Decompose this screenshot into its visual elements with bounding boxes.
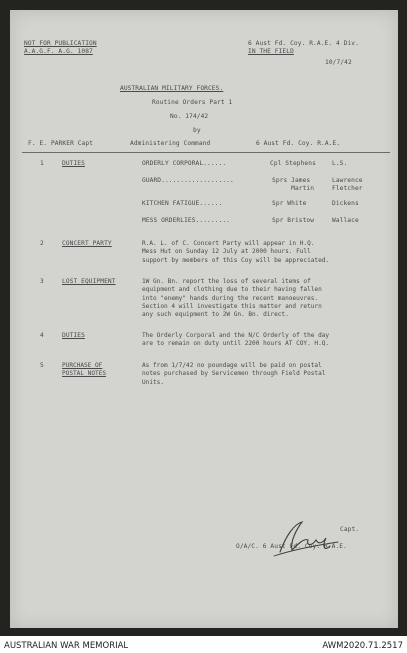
document-page bbox=[10, 10, 398, 628]
section-3-text: 1W Gn. Bn. report the loss of several items of equipment and clothing due to their having fallen into "enemy" hands during the recent manoeuvres. Section 4 will investigate this matter and return any such equipment to 2W Gn. Bn. direct. bbox=[142, 278, 322, 319]
force-title: AUSTRALIAN MILITARY FORCES. bbox=[120, 85, 224, 92]
archive-reference: AWM2020.71.2517 bbox=[322, 641, 403, 651]
section-5-heading: PURCHASE OF POSTAL NOTES bbox=[62, 362, 107, 378]
duty-row-mess-orderlies: MESS ORDERLIES......... bbox=[142, 217, 230, 224]
section-1-number: 1 bbox=[40, 160, 44, 167]
issuer-unit: 6 Aust Fd. Coy. R.A.E. bbox=[256, 140, 341, 147]
orders-title: Routine Orders Part 1 bbox=[152, 99, 233, 106]
duty-row-kitchen-fatigue-alt: Dickens bbox=[332, 200, 359, 207]
unit-line-1: 6 Aust Fd. Coy. R.A.E. 4 Div. bbox=[248, 40, 359, 47]
issuer-role: Administering Command bbox=[130, 140, 211, 147]
archive-name: AUSTRALIAN WAR MEMORIAL bbox=[4, 641, 129, 651]
restriction-line-1: NOT FOR PUBLICATION bbox=[24, 40, 97, 47]
duty-row-guard-person: Sprs James Martin bbox=[272, 177, 315, 192]
by-word: by bbox=[193, 127, 201, 134]
section-5-text: As from 1/7/42 no poundage will be paid on postal notes purchased by Servicemen through Field Postal Units. bbox=[142, 362, 326, 386]
section-2-heading: CONCERT PARTY bbox=[62, 240, 112, 247]
section-4-heading: DUTIES bbox=[62, 332, 85, 339]
section-5-number: 5 bbox=[40, 362, 44, 369]
duty-row-guard: GUARD................... bbox=[142, 177, 234, 184]
section-2-text: R.A. L. of C. Concert Party will appear in H.Q. Mess Hut on Sunday 12 July at 2000 hours. Full support by members of this Coy will be appreciated. bbox=[142, 240, 330, 264]
archive-footer bbox=[0, 636, 407, 653]
issuer-name: F. E. PARKER Capt bbox=[28, 140, 94, 147]
document-date: 10/7/42 bbox=[325, 59, 352, 66]
duty-row-guard-alt: Lawrence Fletcher bbox=[332, 177, 363, 192]
duty-row-orderly-corporal-alt: L.S. bbox=[332, 160, 348, 167]
duty-row-kitchen-fatigue: KITCHEN FATIGUE...... bbox=[142, 200, 223, 207]
section-2-number: 2 bbox=[40, 240, 44, 247]
section-3-number: 3 bbox=[40, 278, 44, 285]
header-rule bbox=[22, 152, 390, 153]
signature-block: O/A/C. 6 Aust Fd. Coy. R.A.E. bbox=[236, 543, 347, 550]
section-3-heading: LOST EQUIPMENT bbox=[62, 278, 116, 285]
restriction-line-2: A.A.G.F. A.G. 1087 bbox=[24, 48, 93, 55]
duty-row-orderly-corporal-person: Cpl Stephens bbox=[270, 160, 316, 167]
duty-row-kitchen-fatigue-person: Spr White bbox=[272, 200, 307, 207]
duty-row-mess-orderlies-alt: Wallace bbox=[332, 217, 359, 224]
duty-row-mess-orderlies-person: Spr Bristow bbox=[272, 217, 315, 224]
duty-row-orderly-corporal: ORDERLY CORPORAL...... bbox=[142, 160, 227, 167]
handwritten-signature bbox=[272, 516, 342, 560]
section-4-number: 4 bbox=[40, 332, 44, 339]
orders-number: No. 174/42 bbox=[170, 113, 209, 120]
unit-line-2: IN THE FIELD bbox=[248, 48, 294, 55]
section-1-heading: DUTIES bbox=[62, 160, 85, 167]
signature-rank: Capt. bbox=[340, 526, 360, 533]
section-4-text: The Orderly Corporal and the N/C Orderly of the day are to remain on duty until 2200 hours AT COY. H.Q. bbox=[142, 332, 330, 348]
